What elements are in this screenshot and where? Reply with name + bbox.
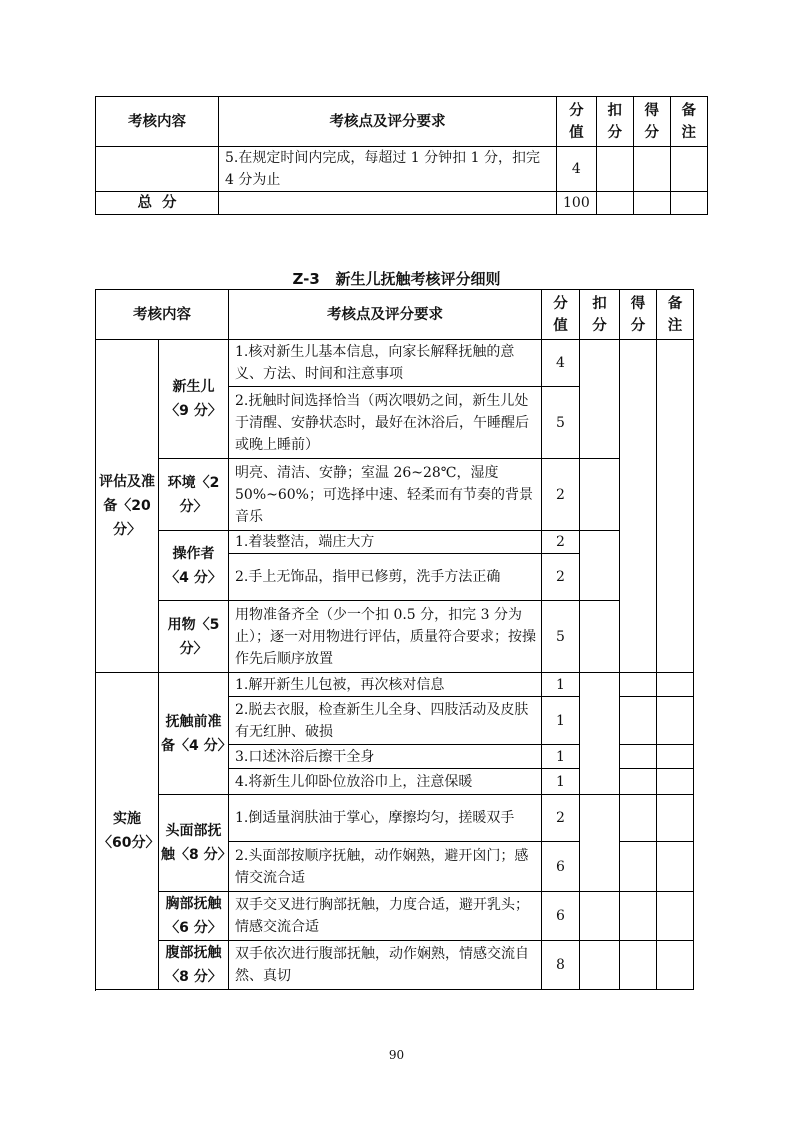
header-got: 得 分 — [620, 290, 657, 340]
criterion-score: 2 — [542, 554, 580, 601]
note-cell — [657, 941, 694, 990]
header-score: 分 值 — [557, 97, 597, 147]
deduct-cell — [596, 192, 633, 215]
criterion-score: 1 — [542, 673, 580, 697]
criterion-text: 明亮、清洁、安静；室温 26~28℃，湿度 50%~60%；可选择中速、轻柔而有节奏的背景音乐 — [229, 459, 542, 531]
got-cell — [620, 795, 657, 842]
note-cell — [657, 892, 694, 941]
subsection-environment: 环境〈2 分〉 — [159, 459, 229, 531]
header-points: 考核点及评分要求 — [219, 97, 557, 147]
criterion-score: 6 — [542, 842, 580, 892]
table-title: Z-3 新生儿抚触考核评分细则 — [292, 270, 501, 288]
header-content: 考核内容 — [96, 97, 219, 147]
header-content: 考核内容 — [96, 290, 229, 340]
criterion-text: 2.头面部按顺序抚触，动作娴熟，避开囟门；感情交流合适 — [229, 842, 542, 892]
header-note: 备 注 — [657, 290, 694, 340]
criterion-score: 4 — [542, 340, 580, 387]
criterion-score: 2 — [542, 531, 580, 554]
deduct-cell — [580, 531, 620, 601]
total-score: 100 — [557, 192, 597, 215]
got-cell — [620, 769, 657, 795]
got-cell — [620, 941, 657, 990]
criterion-text: 2.手上无饰品，指甲已修剪，洗手方法正确 — [229, 554, 542, 601]
note-cell — [657, 697, 694, 745]
header-points: 考核点及评分要求 — [229, 290, 542, 340]
subsection-operator: 操作者〈4 分〉 — [159, 531, 229, 601]
criterion-text: 2.脱去衣服，检查新生儿全身、四肢活动及皮肤有无红肿、破损 — [229, 697, 542, 745]
deduct-cell — [580, 892, 620, 941]
subsection-supplies: 用物〈5 分〉 — [159, 601, 229, 673]
deduct-cell — [580, 941, 620, 990]
criterion-text: 1.着装整洁，端庄大方 — [229, 531, 542, 554]
header-deduct: 扣 分 — [596, 97, 633, 147]
empty-cell — [219, 192, 557, 215]
criterion-score: 1 — [542, 769, 580, 795]
got-cell — [633, 192, 670, 215]
header-score: 分 值 — [542, 290, 580, 340]
subsection-head-face: 头面部抚触〈8 分〉 — [159, 795, 229, 892]
got-cell — [620, 340, 657, 673]
empty-cell — [96, 147, 219, 192]
note-cell — [657, 340, 694, 673]
criterion-score: 4 — [557, 147, 597, 192]
deduct-cell — [580, 340, 620, 459]
criterion-text: 1.倒适量润肤油于掌心，摩擦均匀，搓暖双手 — [229, 795, 542, 842]
deduct-cell — [580, 795, 620, 892]
criterion-score: 1 — [542, 697, 580, 745]
criterion-score: 6 — [542, 892, 580, 941]
criterion-text: 4.将新生儿仰卧位放浴巾上，注意保暖 — [229, 769, 542, 795]
note-cell — [657, 745, 694, 769]
header-deduct: 扣 分 — [580, 290, 620, 340]
criterion-score: 5 — [542, 387, 580, 459]
got-cell — [620, 842, 657, 892]
criterion-text: 1.解开新生儿包被，再次核对信息 — [229, 673, 542, 697]
note-cell — [657, 842, 694, 892]
criterion-text: 1.核对新生儿基本信息，向家长解释抚触的意义、方法、时间和注意事项 — [229, 340, 542, 387]
criterion-text: 双手交叉进行胸部抚触，力度合适，避开乳头；情感交流合适 — [229, 892, 542, 941]
deduct-cell — [580, 601, 620, 673]
got-cell — [620, 673, 657, 697]
criterion-text: 5.在规定时间内完成，每超过 1 分钟扣 1 分，扣完 4 分为止 — [219, 147, 557, 192]
score-table-continuation — [95, 96, 708, 215]
criterion-text: 用物准备齐全（少一个扣 0.5 分，扣完 3 分为止）；逐一对用物进行评估，质量符合要求；按操作先后顺序放置 — [229, 601, 542, 673]
got-cell — [633, 147, 670, 192]
subsection-newborn: 新生儿〈9 分〉 — [159, 340, 229, 459]
subsection-chest: 胸部抚触〈6 分〉 — [159, 892, 229, 941]
criterion-score: 5 — [542, 601, 580, 673]
newborn-touch-score-table — [95, 289, 694, 990]
got-cell — [620, 697, 657, 745]
subsection-abdomen: 腹部抚触〈8 分〉 — [159, 941, 229, 990]
deduct-cell — [580, 673, 620, 795]
criterion-text: 2.抚触时间选择恰当（两次喂奶之间，新生儿处于清醒、安静状态时，最好在沐浴后，午睡醒后或晚上睡前） — [229, 387, 542, 459]
criterion-text: 双手依次进行腹部抚触，动作娴熟，情感交流自然、真切 — [229, 941, 542, 990]
note-cell — [670, 192, 707, 215]
subsection-pre-touch: 抚触前准备〈4 分〉 — [159, 673, 229, 795]
note-cell — [657, 769, 694, 795]
criterion-score: 2 — [542, 795, 580, 842]
note-cell — [670, 147, 707, 192]
note-cell — [657, 673, 694, 697]
criterion-score: 8 — [542, 941, 580, 990]
header-got: 得 分 — [633, 97, 670, 147]
deduct-cell — [596, 147, 633, 192]
section-implementation: 实施〈60分〉 — [96, 673, 159, 990]
total-label: 总 分 — [96, 192, 219, 215]
criterion-score: 1 — [542, 745, 580, 769]
page-number: 90 — [388, 1048, 405, 1062]
deduct-cell — [580, 459, 620, 531]
criterion-score: 2 — [542, 459, 580, 531]
got-cell — [620, 745, 657, 769]
got-cell — [620, 892, 657, 941]
header-note: 备 注 — [670, 97, 707, 147]
note-cell — [657, 795, 694, 842]
criterion-text: 3.口述沐浴后擦干全身 — [229, 745, 542, 769]
section-assessment: 评估及准备〈20分〉 — [96, 340, 159, 673]
